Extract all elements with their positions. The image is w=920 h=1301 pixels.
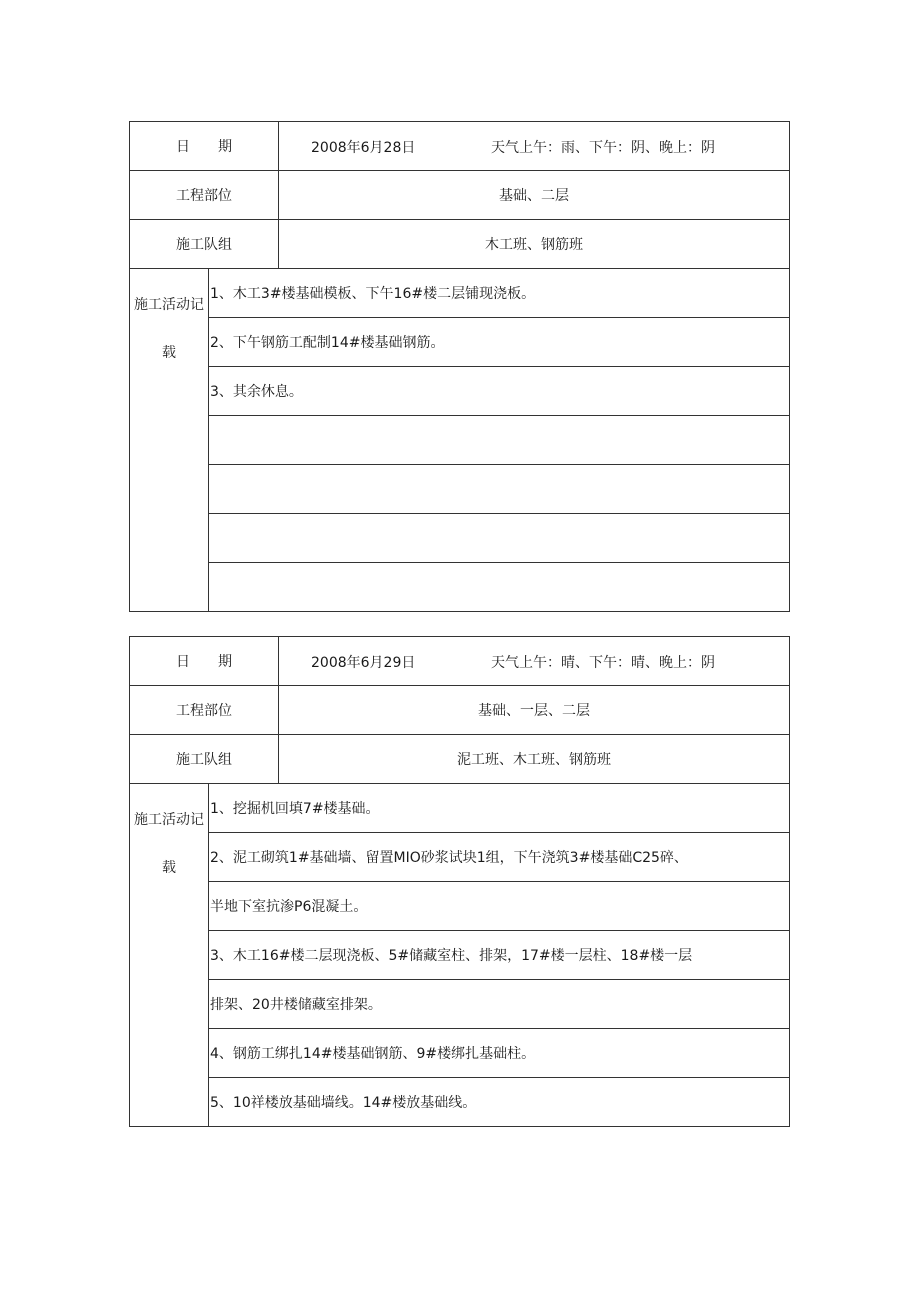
activity-row (130, 980, 790, 1029)
date-weather-cell (279, 637, 790, 686)
activity-row (130, 833, 790, 882)
date-row (130, 637, 790, 686)
activity-item: 5、10祥楼放基础墙线。14#楼放基础线。 (209, 1078, 790, 1127)
team-row (130, 220, 790, 269)
date-label (130, 637, 279, 686)
activity-label: 施工活动记载 (130, 784, 209, 1127)
team-row (130, 735, 790, 784)
date-row (130, 122, 790, 171)
activity-row (130, 367, 790, 416)
date-label (130, 122, 279, 171)
date-value: 2008年6月28日 (311, 140, 416, 156)
activity-item: 半地下室抗渗P6混凝土。 (209, 882, 790, 931)
activity-row (130, 1029, 790, 1078)
activity-row (130, 882, 790, 931)
activity-row (130, 1078, 790, 1127)
weather-value: 天气上午：晴、下午：晴、晚上：阴 (491, 655, 715, 671)
date-weather-cell (279, 122, 790, 171)
activity-row (130, 269, 790, 318)
activity-row (130, 416, 790, 465)
date-label-a: 日 (176, 654, 190, 670)
activity-item (209, 514, 790, 563)
activity-label: 施工活动记载 (130, 269, 209, 612)
team-value: 木工班、钢筋班 (279, 220, 790, 269)
location-label: 工程部位 (130, 686, 279, 735)
daily-log-2 (129, 636, 790, 1127)
location-value: 基础、二层 (279, 171, 790, 220)
activity-item: 2、下午钢筋工配制14#楼基础钢筋。 (209, 318, 790, 367)
activity-row (130, 563, 790, 612)
date-value: 2008年6月29日 (311, 655, 416, 671)
activity-item (209, 416, 790, 465)
weather-value: 天气上午：雨、下午：阴、晚上：阴 (491, 140, 715, 156)
activity-item (209, 465, 790, 514)
activity-item: 2、泥工砌筑1#基础墙、留置MIO砂浆试块1组，下午浇筑3#楼基础C25碎、 (209, 833, 790, 882)
activity-row (130, 784, 790, 833)
activity-item: 3、木工16#楼二层现浇板、5#储藏室柱、排架，17#楼一层柱、18#楼一层 (209, 931, 790, 980)
location-value: 基础、一层、二层 (279, 686, 790, 735)
activity-item: 排架、20井楼储藏室排架。 (209, 980, 790, 1029)
location-label: 工程部位 (130, 171, 279, 220)
activity-row (130, 931, 790, 980)
date-label-b: 期 (218, 139, 232, 155)
date-label-a: 日 (176, 139, 190, 155)
activity-row (130, 318, 790, 367)
activity-item: 1、挖掘机回填7#楼基础。 (209, 784, 790, 833)
activity-item: 3、其余休息。 (209, 367, 790, 416)
activity-row (130, 465, 790, 514)
activity-item: 1、木工3#楼基础模板、下午16#楼二层铺现浇板。 (209, 269, 790, 318)
team-value: 泥工班、木工班、钢筋班 (279, 735, 790, 784)
location-row (130, 686, 790, 735)
activity-item: 4、钢筋工绑扎14#楼基础钢筋、9#楼绑扎基础柱。 (209, 1029, 790, 1078)
team-label: 施工队组 (130, 735, 279, 784)
daily-log-1 (129, 121, 790, 612)
team-label: 施工队组 (130, 220, 279, 269)
date-label-b: 期 (218, 654, 232, 670)
activity-item (209, 563, 790, 612)
location-row (130, 171, 790, 220)
activity-row (130, 514, 790, 563)
